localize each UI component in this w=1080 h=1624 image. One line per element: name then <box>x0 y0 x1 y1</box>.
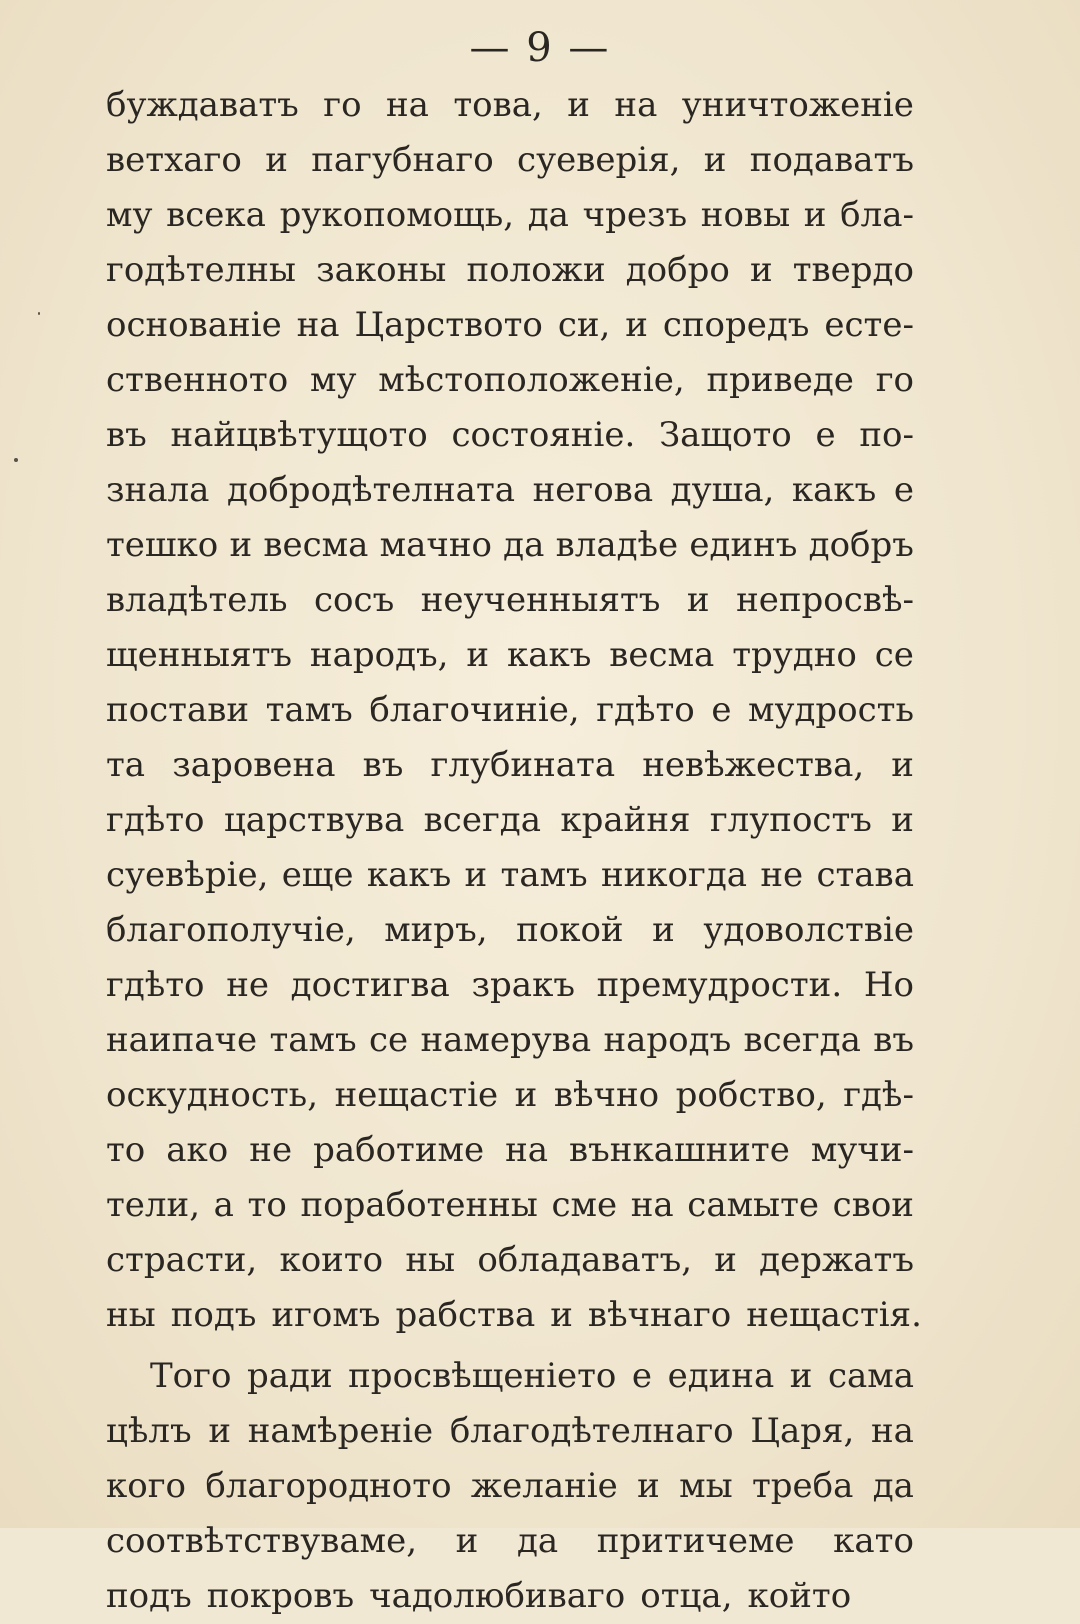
text-word: не <box>226 965 269 1005</box>
text-word: е <box>711 690 732 730</box>
text-word: достигва <box>290 965 450 1005</box>
text-word: крайня <box>560 800 691 840</box>
text-word: единъ <box>689 525 798 565</box>
text-word: му <box>310 360 357 400</box>
text-word: пагубнаго <box>311 140 494 180</box>
text-word: Того <box>150 1356 232 1396</box>
text-line <box>106 793 914 848</box>
text-word: тамъ <box>265 690 353 730</box>
text-word: е <box>893 470 914 510</box>
text-word: на <box>871 1411 914 1451</box>
text-word: и <box>514 1075 538 1115</box>
text-word: нещастія. <box>746 1295 922 1335</box>
text-line <box>106 1123 914 1178</box>
text-line <box>106 1288 922 1343</box>
text-word: ны <box>405 1240 456 1280</box>
text-word: си, <box>557 305 611 345</box>
text-word: тамъ <box>269 1020 357 1060</box>
text-word: подъ <box>170 1295 257 1335</box>
paper-speck <box>14 458 18 462</box>
text-word: какъ <box>366 855 452 895</box>
text-word: и <box>803 195 827 235</box>
text-word: по- <box>859 415 914 455</box>
text-word: работиме <box>313 1130 485 1170</box>
text-word: и <box>637 1466 660 1506</box>
text-word: гдѣ- <box>843 1075 914 1115</box>
text-word: въ <box>106 415 147 455</box>
text-word: въ <box>362 745 404 785</box>
text-word: никогда <box>600 855 748 895</box>
text-word: това, <box>453 85 543 125</box>
paragraph-1 <box>106 78 922 1343</box>
text-word: наипаче <box>106 1020 258 1060</box>
text-word: и <box>891 800 914 840</box>
text-word: и <box>714 1240 737 1280</box>
text-word: мѣстоположеніе, <box>378 360 685 400</box>
text-word: Но <box>863 965 914 1005</box>
text-word: заровена <box>172 745 336 785</box>
text-word: и <box>891 745 914 785</box>
text-word: и <box>265 140 288 180</box>
text-word: состояніе. <box>451 415 636 455</box>
text-word: ны <box>106 1295 156 1335</box>
text-word: соотвѣтствуваме, <box>106 1521 418 1561</box>
text-word: миръ, <box>384 910 488 950</box>
text-word: сама <box>827 1356 914 1396</box>
text-line <box>106 133 914 188</box>
text-word: и <box>550 1295 573 1335</box>
text-word: на <box>296 305 340 345</box>
text-line <box>106 573 914 628</box>
text-word: бла- <box>840 195 914 235</box>
paper-speck <box>38 312 40 315</box>
text-word: законы <box>316 250 447 290</box>
text-word: е <box>631 1356 653 1396</box>
text-line <box>106 1514 914 1569</box>
text-line <box>106 1013 914 1068</box>
text-word: робство, <box>675 1075 827 1115</box>
text-line <box>106 1068 914 1123</box>
text-word: самыте <box>687 1185 820 1225</box>
text-word: на <box>505 1130 549 1170</box>
text-word: се <box>368 1020 409 1060</box>
text-word: и <box>652 910 675 950</box>
text-word: трудно <box>732 635 857 675</box>
text-word: благородното <box>205 1466 452 1506</box>
text-word: царствува <box>223 800 405 840</box>
text-word: мудрость <box>748 690 914 730</box>
text-word: всека <box>166 195 266 235</box>
text-word: Защото <box>658 415 792 455</box>
text-word: глубината <box>430 745 616 785</box>
text-word: и <box>789 1356 813 1396</box>
text-word: есте- <box>824 305 914 345</box>
text-word: Царя, <box>750 1411 855 1451</box>
text-word: гдѣто <box>106 800 205 840</box>
text-line <box>106 1233 914 1288</box>
text-line <box>106 1404 914 1459</box>
text-word: и <box>229 525 253 565</box>
text-word: то <box>247 1185 287 1225</box>
text-word: вѣчнаго <box>587 1295 732 1335</box>
text-word: притичеме <box>596 1521 795 1561</box>
text-word: на <box>385 85 429 125</box>
text-word: едина <box>667 1356 775 1396</box>
text-word: и <box>464 855 488 895</box>
text-line <box>106 903 914 958</box>
text-word: найцвѣтущото <box>170 415 428 455</box>
text-word: подаватъ <box>749 140 914 180</box>
text-line <box>106 1178 914 1233</box>
text-word: та <box>106 745 146 785</box>
text-word: удоволствіе <box>703 910 914 950</box>
text-word: желаніе <box>470 1466 618 1506</box>
text-word: уничтоженіе <box>681 85 914 125</box>
text-word: сме <box>551 1185 618 1225</box>
text-line <box>106 683 914 738</box>
text-word: който <box>747 1576 852 1616</box>
text-word: и <box>625 305 648 345</box>
text-word: и <box>208 1411 231 1451</box>
text-word: отца, <box>640 1576 733 1616</box>
text-line <box>106 298 914 353</box>
text-line <box>106 1349 914 1404</box>
text-word: ственното <box>106 360 289 400</box>
text-word: владѣе <box>555 525 679 565</box>
text-word: глупостъ <box>709 800 872 840</box>
text-word: благодѣтелнаго <box>449 1411 734 1451</box>
text-word: негова <box>532 470 654 510</box>
text-word: тели, <box>106 1185 200 1225</box>
text-word: годѣтелны <box>106 250 296 290</box>
text-word: и <box>455 1521 479 1561</box>
text-word: какъ <box>791 470 877 510</box>
text-word: го <box>323 85 362 125</box>
text-word: вѣчно <box>553 1075 660 1115</box>
text-word: покровъ <box>206 1576 355 1616</box>
paragraph-2 <box>106 1349 914 1624</box>
text-word: премудрости. <box>596 965 843 1005</box>
text-word: приведе <box>706 360 854 400</box>
text-word: намѣреніе <box>247 1411 434 1451</box>
text-word: добродѣтелната <box>226 470 516 510</box>
text-word: неученныятъ <box>420 580 661 620</box>
text-word: въ <box>873 1020 914 1060</box>
text-word: зракъ <box>471 965 575 1005</box>
text-line <box>106 1569 914 1624</box>
text-line <box>106 243 914 298</box>
text-word: основаніе <box>106 305 282 345</box>
text-word: на <box>614 85 658 125</box>
text-word: нещастіе <box>334 1075 499 1115</box>
text-word: не <box>760 855 804 895</box>
text-line <box>106 628 914 683</box>
text-word: на <box>630 1185 674 1225</box>
text-word: страсти, <box>106 1240 258 1280</box>
text-word: ветхаго <box>106 140 242 180</box>
text-word: се <box>874 635 914 675</box>
text-word: които <box>279 1240 384 1280</box>
text-word: какъ <box>506 635 592 675</box>
text-line <box>106 848 914 903</box>
text-word: держатъ <box>759 1240 914 1280</box>
text-word: постави <box>106 690 250 730</box>
text-word: покой <box>516 910 624 950</box>
text-line <box>106 463 914 518</box>
text-word: оскудность, <box>106 1075 319 1115</box>
text-line <box>106 1459 914 1514</box>
text-word: Царството <box>354 305 543 345</box>
text-word: добро <box>625 250 730 290</box>
text-word: весма <box>609 635 715 675</box>
text-word: като <box>833 1521 914 1561</box>
text-word: чадолюбиваго <box>369 1576 626 1616</box>
text-word: да <box>527 195 569 235</box>
text-word: подъ <box>106 1576 192 1616</box>
text-word: суевѣріе, <box>106 855 269 895</box>
text-word: мы <box>679 1466 733 1506</box>
text-word: мачно <box>379 525 492 565</box>
text-word: кого <box>106 1466 187 1506</box>
text-word: знала <box>106 470 210 510</box>
text-word: владѣтель <box>106 580 288 620</box>
text-word: да <box>516 1521 559 1561</box>
text-line <box>106 408 914 463</box>
text-word: буждаватъ <box>106 85 299 125</box>
page-number: — 9 — <box>469 25 611 71</box>
text-word: просвѣщеніето <box>348 1356 617 1396</box>
text-word: и <box>703 140 727 180</box>
text-line <box>106 188 914 243</box>
text-word: намерува <box>420 1020 592 1060</box>
text-word: народъ <box>603 1020 732 1060</box>
text-word: игомъ <box>271 1295 381 1335</box>
text-word: рукопомощь, <box>279 195 515 235</box>
text-word: е <box>815 415 836 455</box>
text-word: благочиніе, <box>369 690 580 730</box>
text-word: положи <box>466 250 606 290</box>
text-word: то <box>106 1130 146 1170</box>
text-line <box>106 958 914 1013</box>
text-word: обладаватъ, <box>477 1240 693 1280</box>
text-word: мучи- <box>810 1130 914 1170</box>
text-word: ради <box>246 1356 333 1396</box>
text-word: благополучіе, <box>106 910 356 950</box>
text-word: вънкашните <box>569 1130 790 1170</box>
text-word: да <box>872 1466 914 1506</box>
text-word: споредъ <box>662 305 810 345</box>
text-word: душа, <box>670 470 775 510</box>
text-word: тешко <box>106 525 219 565</box>
text-word: народъ, <box>309 635 449 675</box>
text-word: рабства <box>395 1295 536 1335</box>
text-word: и <box>749 250 773 290</box>
text-word: да <box>503 525 545 565</box>
text-word: добръ <box>808 525 914 565</box>
text-word: го <box>875 360 914 400</box>
text-word: чрезъ <box>582 195 688 235</box>
text-word: невѣжества, <box>642 745 865 785</box>
text-word: свои <box>832 1185 914 1225</box>
text-word: треба <box>751 1466 854 1506</box>
text-word: всегда <box>423 800 541 840</box>
text-word: и <box>686 580 710 620</box>
text-word: сосъ <box>314 580 395 620</box>
text-word: суеверія, <box>517 140 681 180</box>
text-word: еще <box>281 855 354 895</box>
text-line <box>106 738 914 793</box>
body-text <box>106 78 922 1624</box>
text-word: гдѣто <box>596 690 695 730</box>
text-word: гдѣто <box>106 965 205 1005</box>
text-word: весма <box>263 525 369 565</box>
text-word: цѣлъ <box>106 1411 192 1451</box>
text-word: всегда <box>743 1020 861 1060</box>
text-word: новы <box>700 195 791 235</box>
text-word: му <box>106 195 153 235</box>
text-word: а <box>213 1185 234 1225</box>
text-word: щенныятъ <box>106 635 293 675</box>
text-line <box>106 78 914 133</box>
text-word: поработенны <box>300 1185 538 1225</box>
text-line <box>106 518 914 573</box>
text-word: и <box>567 85 590 125</box>
text-line <box>106 353 914 408</box>
text-word: става <box>816 855 914 895</box>
text-word: не <box>249 1130 293 1170</box>
text-word: непросвѣ- <box>736 580 914 620</box>
text-word: твердо <box>792 250 914 290</box>
text-word: тамъ <box>500 855 588 895</box>
text-word: и <box>466 635 490 675</box>
text-word: ако <box>166 1130 229 1170</box>
